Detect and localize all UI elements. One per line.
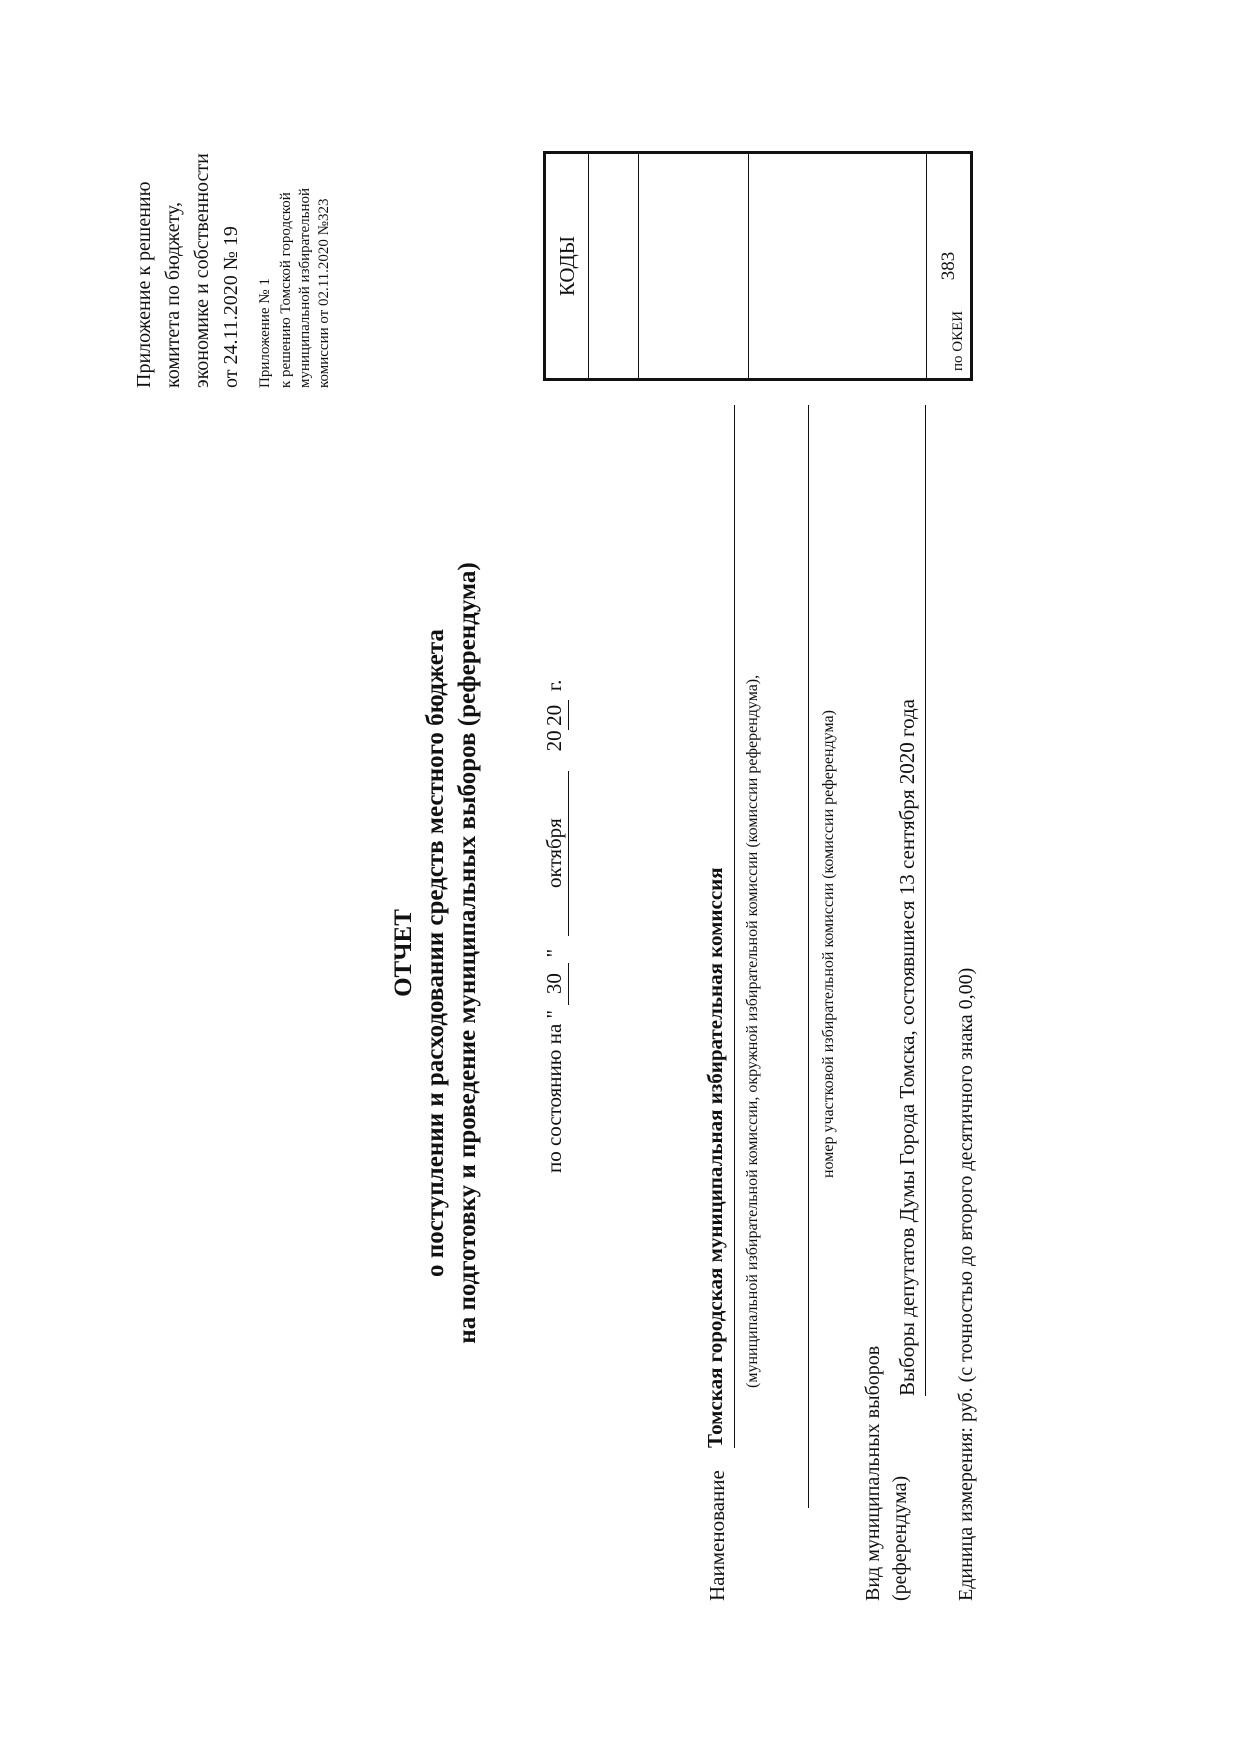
appendix-secondary-line1: Приложение № 1: [257, 278, 273, 388]
appendix-main-line3: экономике и собственности: [191, 153, 213, 388]
date-day: 30: [540, 963, 569, 1005]
appendix-main-line2: комитета по бюджету,: [162, 201, 184, 388]
name-value: Томская городская муниципальная избирательная комиссия: [703, 867, 727, 1448]
codes-header: КОДЫ: [545, 153, 589, 380]
precinct-caption: номер участковой избирательной комиссии (комиссии референдума): [820, 710, 837, 1178]
date-prefix: по состоянию на ": [542, 1009, 566, 1173]
appendix-secondary-line3: муниципальной избирательной: [297, 187, 313, 388]
report-date: [540, 680, 569, 1173]
codes-okei-label: по ОКЕИ: [950, 310, 966, 371]
precinct-underline: [808, 405, 809, 1508]
name-underline: [734, 405, 735, 1448]
codes-cell-1: [589, 153, 639, 380]
appendix-secondary-line2: к решению Томской городской: [278, 192, 294, 388]
appendix-secondary: [256, 188, 334, 388]
election-type-label-line1: Вид муниципальных выборов: [862, 1345, 884, 1601]
date-suffix: г.: [542, 679, 566, 692]
date-quote: ": [542, 948, 566, 958]
appendix-main-line1: Приложение к решению: [133, 181, 155, 388]
report-title-line2: о поступлении и расходовании средств местного бюджета: [422, 629, 449, 1277]
report-title-line3: на подготовку и проведение муниципальных выборов (референдума): [454, 562, 481, 1344]
name-label: Наименование: [705, 1470, 729, 1601]
date-year: 20: [540, 700, 569, 730]
unit-text: Единица измерения: руб. (с точностью до второго десятичного знака 0,00): [955, 967, 977, 1601]
report-title-line1: ОТЧЕТ: [390, 909, 417, 997]
election-type-label-line2: (референдума): [889, 1475, 911, 1601]
report-title: [388, 453, 484, 1453]
codes-table: [543, 151, 973, 381]
appendix-main-line4: от 24.11.2020 № 19: [220, 226, 242, 388]
appendix-main: [130, 153, 246, 388]
election-type-underline: [925, 405, 926, 1396]
codes-okei-value: 383: [927, 153, 972, 380]
date-month: октября: [540, 771, 569, 936]
date-century: 20: [542, 730, 566, 752]
name-caption: (муниципальной избирательной комиссии, окружной избирательной комиссии (комиссии референдума),: [744, 674, 761, 1388]
codes-cell-2: [639, 153, 749, 380]
codes-cell-3: [749, 153, 927, 380]
election-type-value: Выборы депутатов Думы Города Томска, состоявшиеся 13 сентября 2020 года: [895, 699, 919, 1396]
appendix-secondary-line4: комиссии от 02.11.2020 №323: [316, 198, 332, 388]
